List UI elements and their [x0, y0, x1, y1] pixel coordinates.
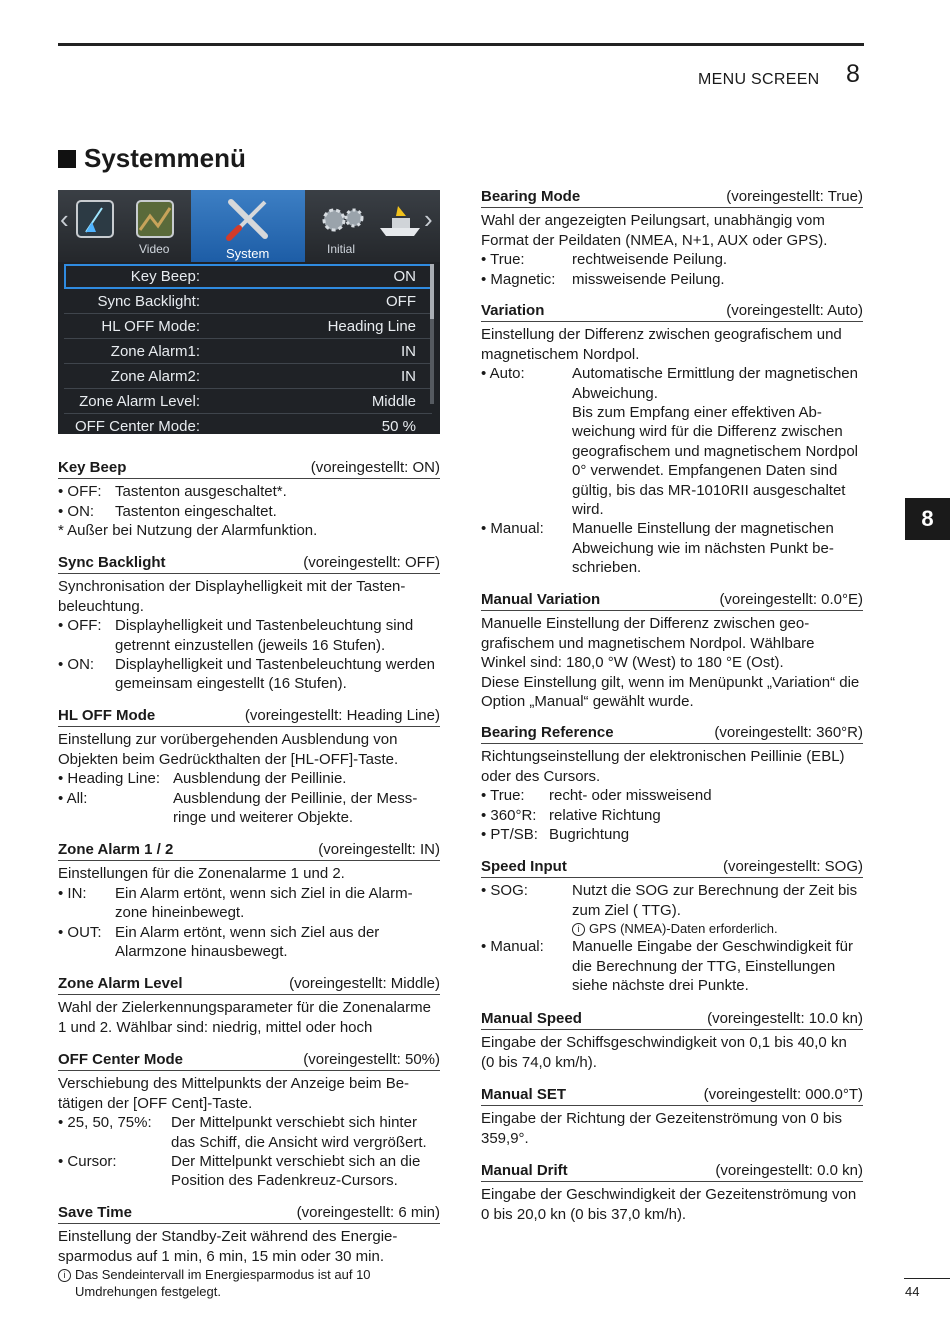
info-note: i Das Sendeintervall im Energiesparmodus ist auf 10 Umdrehungen festgelegt. — [58, 1266, 440, 1300]
section-manual-variation: Manual Variation (voreingestellt: 0.0°E) Manuelle Einstellung der Differenz zwischen geografischem und magnetischem Nordpol. Wählbare Winkel sind: 180,0 °W (West) to 180 °E (Ost). Diese Einstellung gilt, wenn im Menüpunkt „Variation“ die Option „Manual“ gewählt wurde. — [481, 591, 863, 711]
section-bearing-reference: Bearing Reference (voreingestellt: 360°R) Richtungseinstellung der elektronischen Peillinie (EBL) oder des Cursors. • True: recht- oder missweisend • 360°R: relative Richtung • PT/SB: Bugrichtung — [481, 724, 863, 844]
device-screen — [58, 190, 440, 434]
chevron-left-icon[interactable]: ‹ — [60, 204, 69, 234]
settings-menu — [64, 264, 432, 434]
gears-icon[interactable] — [320, 204, 366, 234]
chevron-right-icon[interactable]: › — [424, 204, 433, 234]
menu-row-zone-alarm1[interactable]: Zone Alarm1: IN — [64, 339, 432, 364]
tab-system-active[interactable] — [191, 190, 305, 262]
menu-icon-bar — [58, 190, 440, 262]
chapter-number: 8 — [846, 60, 860, 88]
section-speed-input: Speed Input (voreingestellt: SOG) • SOG: Nutzt die SOG zur Berechnung der Zeit bis zum Ziel ( TTG). i GPS (NMEA)-Daten erforderlich. • Manual: Manuelle Eingabe der Geschwindigkeit für die Berechnung der TTG, Einstellungen siehe nächste drei Punkte. — [481, 858, 863, 995]
menu-row-hl-off-mode[interactable]: HL OFF Mode: Heading Line — [64, 314, 432, 339]
ship-icon[interactable] — [378, 202, 422, 238]
radar-icon[interactable] — [76, 200, 114, 238]
menu-scrollbar[interactable] — [430, 264, 434, 404]
info-icon: i — [58, 1269, 71, 1282]
video-icon[interactable] — [136, 200, 174, 238]
info-icon: i — [572, 923, 585, 936]
menu-row-zone-alarm2[interactable]: Zone Alarm2: IN — [64, 364, 432, 389]
tab-video[interactable]: Video — [139, 242, 170, 256]
section-zone-alarm-level: Zone Alarm Level (voreingestellt: Middle) Wahl der Zielerkennungsparameter für die Zonenalarme 1 und 2. Wählbar sind: niedrig, mittel oder hoch — [58, 975, 440, 1036]
menu-row-sync-backlight[interactable]: Sync Backlight: OFF — [64, 289, 432, 314]
section-zone-alarm: Zone Alarm 1 / 2 (voreingestellt: IN) Einstellungen für die Zonenalarme 1 und 2. • IN: Ein Alarm ertönt, wenn sich Ziel in die Alarmzone hineinbewegt. • OUT: Ein Alarm ertönt, wenn sich Ziel aus der Alarmzone hinausbewegt. — [58, 841, 440, 961]
section-key-beep: Key Beep (voreingestellt: ON) • OFF: Tastenton ausgeschaltet*. • ON: Tastenton eingeschaltet. * Außer bei Nutzung der Alarmfunktion. — [58, 459, 440, 540]
menu-row-key-beep[interactable]: Key Beep: ON — [64, 264, 432, 289]
chapter-side-tab[interactable]: 8 — [905, 498, 950, 540]
section-off-center-mode: OFF Center Mode (voreingestellt: 50%) Verschiebung des Mittelpunkts der Anzeige beim Betätigen der [OFF Cent]-Taste. • 25, 50, 75%: Der Mittelpunkt verschiebt sich hinter das Schiff, die Ansicht wird vergrößert. • Cursor: Der Mittelpunkt verschiebt sich an die Position des Fadenkreuz-Cursors. — [58, 1051, 440, 1190]
section-manual-drift: Manual Drift (voreingestellt: 0.0 kn) Eingabe der Geschwindigkeit der Gezeitenströmung von 0 bis 20,0 kn (0 bis 37,0 km/h). — [481, 1162, 863, 1223]
page-number-rule — [904, 1278, 950, 1279]
menu-row-zone-alarm-level[interactable]: Zone Alarm Level: Middle — [64, 389, 432, 414]
tab-initial[interactable]: Initial — [327, 242, 356, 256]
footnote: * Außer bei Nutzung der Alarmfunktion. — [58, 522, 318, 540]
info-note: i GPS (NMEA)-Daten erforderlich. — [481, 920, 863, 937]
section-title: Systemmenü — [58, 143, 246, 174]
section-header: Key Beep (voreingestellt: ON) — [58, 458, 440, 479]
section-hl-off-mode: HL OFF Mode (voreingestellt: Heading Line) Einstellung zur vorübergehenden Ausblendung von Objekten beim Gedrückthalten der [HL-OFF]-Taste. • Heading Line: Ausblendung der Peillinie. • All: Ausblendung der Peillinie, der Messringe und weiterer Objekte. — [58, 707, 440, 827]
wrench-screwdriver-icon — [225, 196, 271, 242]
section-bearing-mode: Bearing Mode (voreingestellt: True) Wahl der angezeigten Peilungsart, unabhängig vom Format der Peildaten (NMEA, N+1, AUX oder GPS). • True: rechtweisende Peilung. • Magnetic: missweisende Peilung. — [481, 188, 863, 288]
header-rule — [58, 43, 864, 46]
section-sync-backlight: Sync Backlight (voreingestellt: OFF) Synchronisation der Displayhelligkeit mit der Tastenbeleuchtung. • OFF: Displayhelligkeit und Tastenbeleuchtung sind getrennt einzustellen (jeweils 16 Stufen). • ON: Displayhelligkeit und Tastenbeleuchtung werden gemeinsam eingestellt (16 Stufen). — [58, 554, 440, 693]
section-manual-set: Manual SET (voreingestellt: 000.0°T) Eingabe der Richtung der Gezeitenströmung von 0 bis 359,9°. — [481, 1086, 863, 1147]
menu-row-off-center-mode[interactable]: OFF Center Mode: 50 % — [64, 414, 432, 434]
section-variation: Variation (voreingestellt: Auto) Einstellung der Differenz zwischen geografischem und magnetischem Nordpol. • Auto: Automatische Ermittlung der magnetischen Abweichung. Bis zum Empfang einer effektiven Abweichung wird für die Differenz zwischen geografischem und magnetischem Nordpol 0° verwendet. Empfangenen Daten sind gültig, bis das MR-1010RII ausgeschaltet wird. • Manual: Manuelle Einstellung der magnetischen Abweichung wie im nächsten Punkt beschrieben. — [481, 302, 863, 577]
header-label: MENU SCREEN — [698, 71, 820, 88]
section-save-time: Save Time (voreingestellt: 6 min) Einstellung der Standby-Zeit während des Energiesparmodus auf 1 min, 6 min, 15 min oder 30 min. i Das Sendeintervall im Energiesparmodus ist auf 10 Umdrehungen festgelegt. — [58, 1204, 440, 1300]
section-manual-speed: Manual Speed (voreingestellt: 10.0 kn) Eingabe der Schiffsgeschwindigkeit von 0,1 bis 40,0 kn (0 bis 74,0 km/h). — [481, 1010, 863, 1071]
square-bullet-icon — [58, 150, 76, 168]
page-number: 44 — [905, 1284, 920, 1299]
tab-system-label: System — [226, 246, 270, 261]
